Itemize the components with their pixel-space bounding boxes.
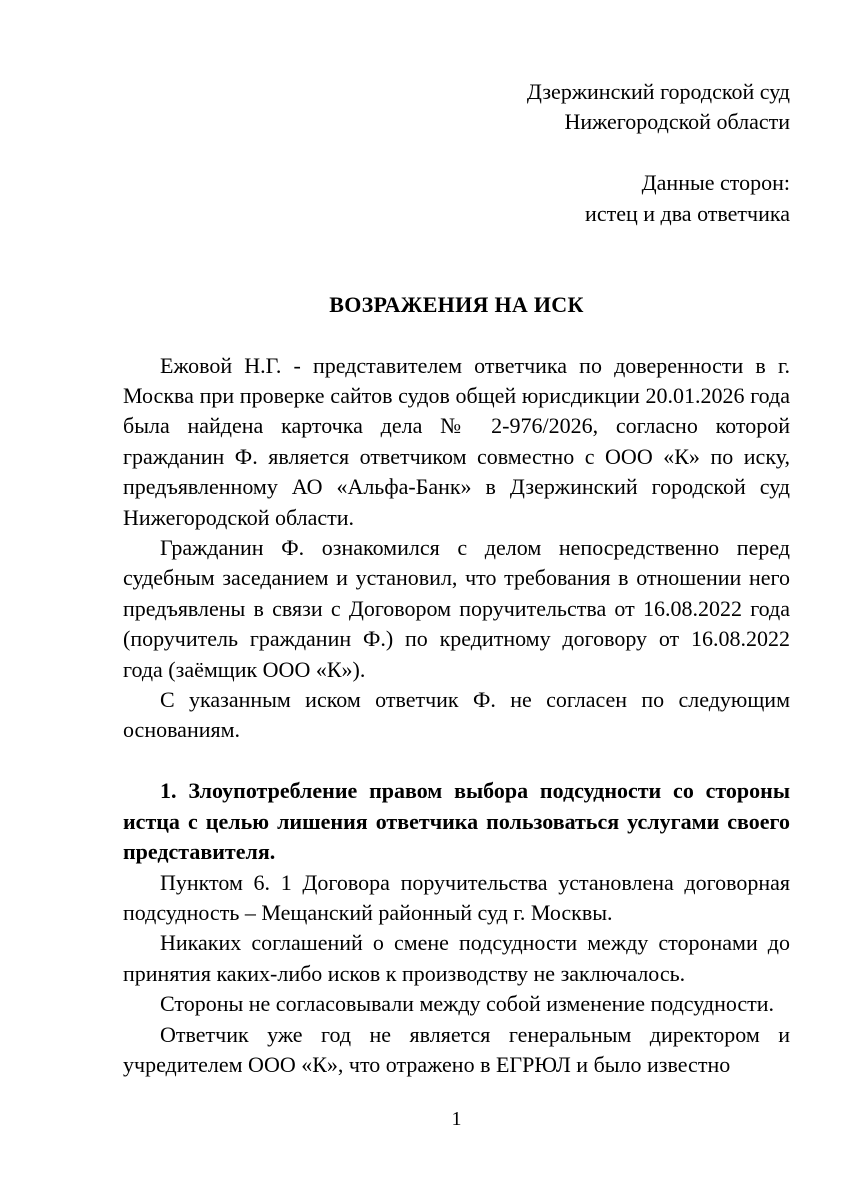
section-1-paragraph-4: Ответчик уже год не является генеральным директором и учредителем ООО «К», что отражено в ЕГРЮЛ и было известно — [123, 1021, 790, 1077]
court-name-line-1: Дзержинский городской суд — [526, 79, 790, 104]
intro-paragraph-1: Ежовой Н.Г. - представителем ответчика по доверенности в г. Москва при проверке сайтов судов общей юрисдикции 20.01.2026 года была найдена карточка дела № 2-976/2026, согласно которой гражданин Ф. является ответчиком совместно с ООО «К» по иску, предъявленному АО «Альфа-Банк» в Дзержинский городской суд Нижегородской области. — [123, 352, 790, 530]
intro-paragraph-2: Гражданин Ф. ознакомился с делом непосредственно перед судебным заседанием и установил, что требования в отношении него предъявлены в связи с Договором поручительства от 16.08.2022 года (поручитель гражданин Ф.) по кредитному договору от 16.08.2022 года (заёмщик ООО «К»). — [123, 535, 790, 682]
page-number: 1 — [451, 1108, 462, 1130]
intro-paragraph-3: С указанным иском ответчик Ф. не согласен по следующим основаниям. — [123, 687, 790, 743]
parties-note — [123, 168, 790, 229]
court-name-line-2: Нижегородской области — [564, 109, 790, 135]
section-1-paragraph-3: Стороны не согласовывали между собой изменение подсудности. — [160, 991, 775, 1017]
document-title: ВОЗРАЖЕНИЯ НА ИСК — [329, 291, 584, 317]
section-1-paragraph-1: Пунктом 6. 1 Договора поручительства установлена договорная подсудность – Мещанский районный суд г. Москвы. — [123, 869, 790, 925]
court-header — [123, 77, 790, 138]
parties-note-label: Данные сторон: — [641, 170, 790, 196]
parties-note-value: истец и два ответчика — [585, 200, 790, 226]
section-1-paragraph-2: Никаких соглашений о смене подсудности между сторонами до принятия каких-либо исков к производству не заключалось. — [123, 930, 790, 986]
section-1-heading: 1. Злоупотребление правом выбора подсудности со стороны истца с целью лишения ответчика пользоваться услугами своего представителя. — [123, 778, 790, 865]
